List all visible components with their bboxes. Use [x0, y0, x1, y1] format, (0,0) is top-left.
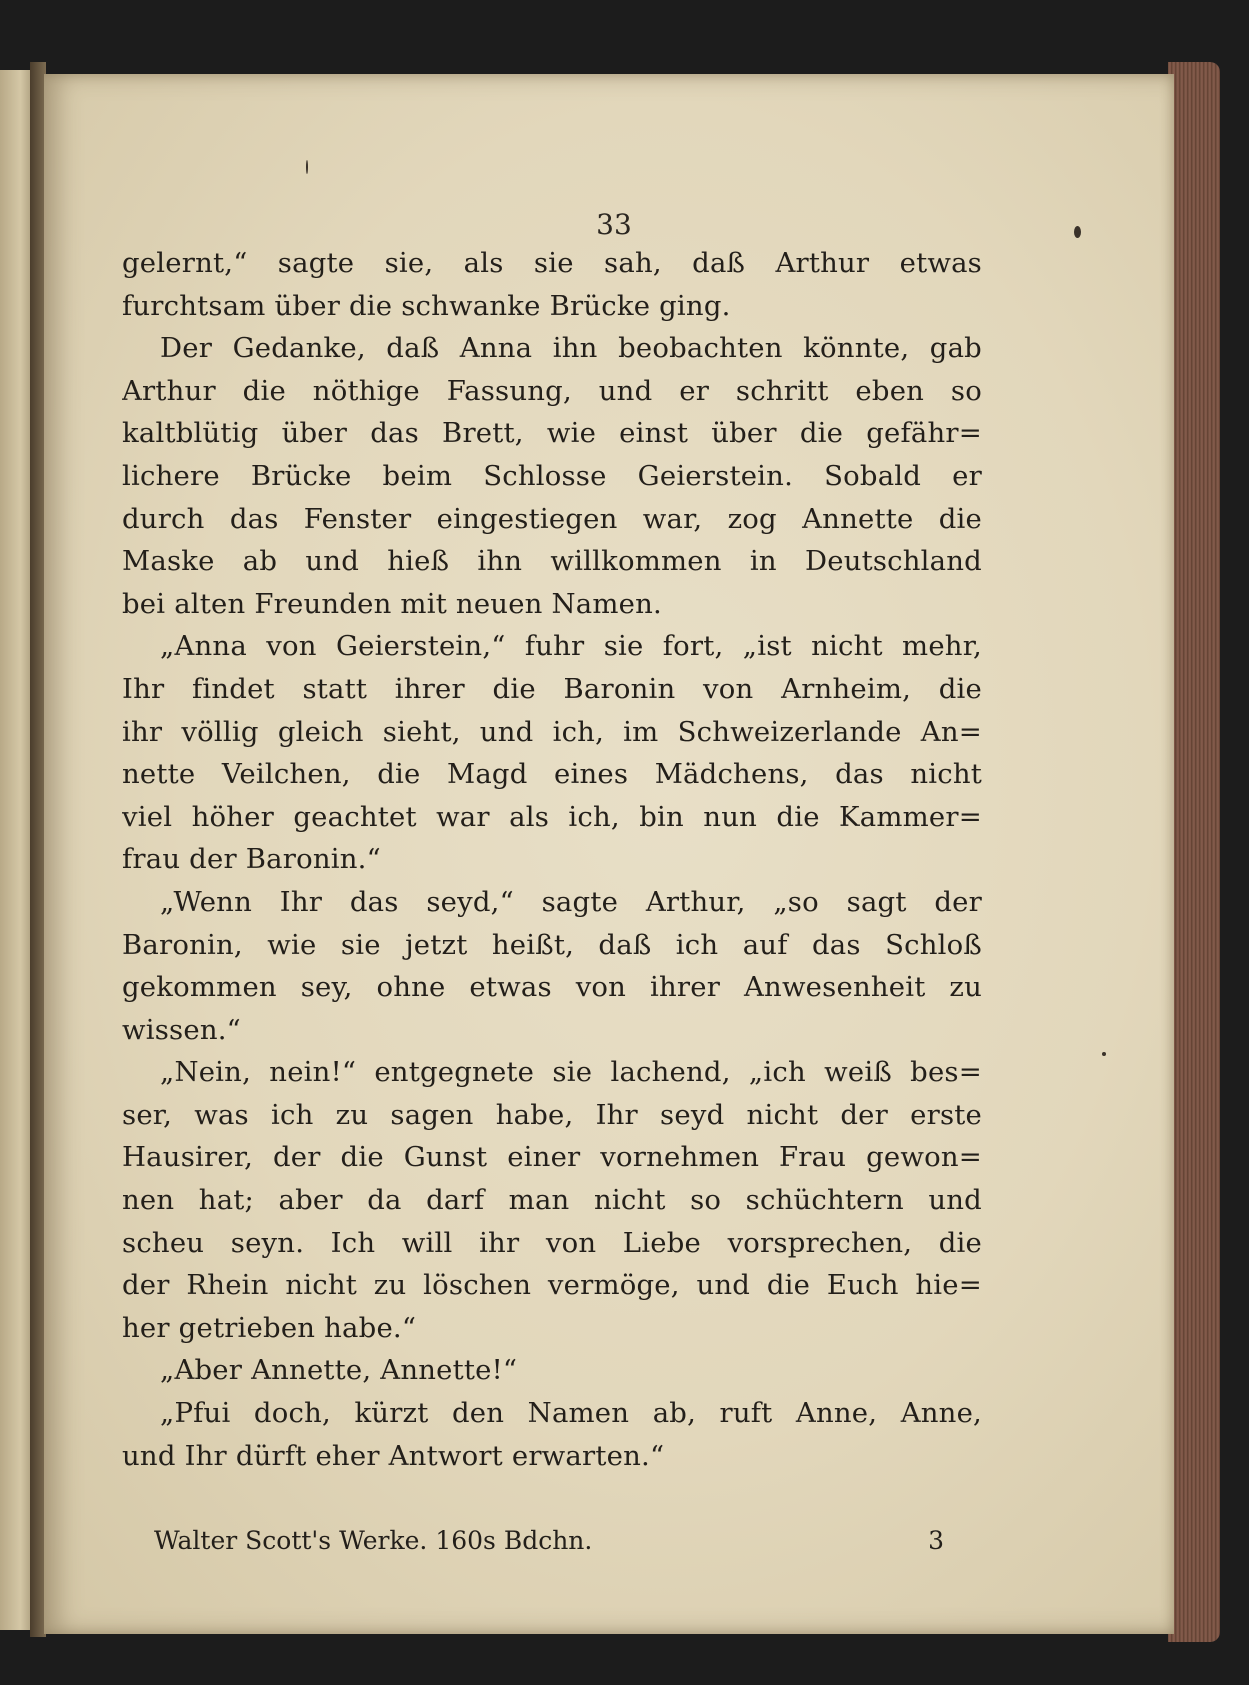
paper-speck	[1102, 1052, 1106, 1056]
text-line: „Pfui doch, kürzt den Namen ab, ruft Anne, Anne,	[160, 1397, 982, 1430]
text-line: und Ihr dürft eher Antwort erwarten.“	[122, 1439, 665, 1472]
text-line: lichere Brücke beim Schlosse Geierstein. Sobald er	[122, 459, 982, 492]
text-line: ihr völlig gleich sieht, und ich, im Schweizerlande An=	[122, 715, 982, 748]
text-line: her getrieben habe.“	[122, 1311, 417, 1344]
text-line: durch das Fenster eingestiegen war, zog Annette die	[122, 502, 982, 535]
text-line: „Nein, nein!“ entgegnete sie lachend, „ich weiß bes=	[160, 1056, 982, 1089]
text-line: „Wenn Ihr das seyd,“ sagte Arthur, „so sagt der	[160, 885, 982, 918]
text-line: Baronin, wie sie jetzt heißt, daß ich auf das Schloß	[122, 928, 982, 961]
text-line: Arthur die nöthige Fassung, und er schritt eben so	[122, 374, 982, 407]
body-text	[122, 242, 982, 1477]
paper-speck	[1074, 226, 1081, 238]
text-line: nette Veilchen, die Magd eines Mädchens, das nicht	[122, 758, 982, 791]
text-line: scheu seyn. Ich will ihr von Liebe vorsprechen, die	[122, 1226, 982, 1259]
text-line: Ihr findet statt ihrer die Baronin von Arnheim, die	[122, 672, 982, 705]
text-line: bei alten Freunden mit neuen Namen.	[122, 587, 662, 620]
text-line: ser, was ich zu sagen habe, Ihr seyd nicht der erste	[122, 1098, 982, 1131]
text-line: Maske ab und hieß ihn willkommen in Deutschland	[122, 545, 982, 578]
text-line: kaltblütig über das Brett, wie einst über die gefähr=	[122, 417, 982, 450]
text-line: frau der Baronin.“	[122, 843, 381, 876]
paper-speck	[306, 160, 308, 174]
book-page	[44, 74, 1174, 1634]
text-line: viel höher geachtet war als ich, bin nun die Kammer=	[122, 800, 982, 833]
text-line: „Anna von Geierstein,“ fuhr sie fort, „ist nicht mehr,	[160, 630, 982, 663]
text-line: gelernt,“ sagte sie, als sie sah, daß Arthur etwas	[122, 247, 982, 279]
text-line: wissen.“	[122, 1013, 241, 1046]
text-line: der Rhein nicht zu löschen vermöge, und die Euch hie=	[122, 1269, 982, 1302]
signature-mark: 3	[928, 1526, 944, 1555]
text-line: Hausirer, der die Gunst einer vornehmen Frau gewon=	[122, 1141, 982, 1174]
text-line: gekommen sey, ohne etwas von ihrer Anwesenheit zu	[122, 971, 982, 1004]
text-line: Der Gedanke, daß Anna ihn beobachten könnte, gab	[160, 332, 982, 365]
text-line: nen hat; aber da darf man nicht so schüchtern und	[122, 1184, 982, 1217]
text-line: furchtsam über die schwanke Brücke ging.	[122, 289, 731, 322]
previous-page-edge	[0, 70, 34, 1630]
signature-note: Walter Scott's Werke. 160s Bdchn.	[154, 1526, 593, 1555]
text-line: „Aber Annette, Annette!“	[160, 1354, 518, 1387]
page-number: 33	[596, 208, 632, 241]
page-block-edges	[1168, 62, 1220, 1642]
